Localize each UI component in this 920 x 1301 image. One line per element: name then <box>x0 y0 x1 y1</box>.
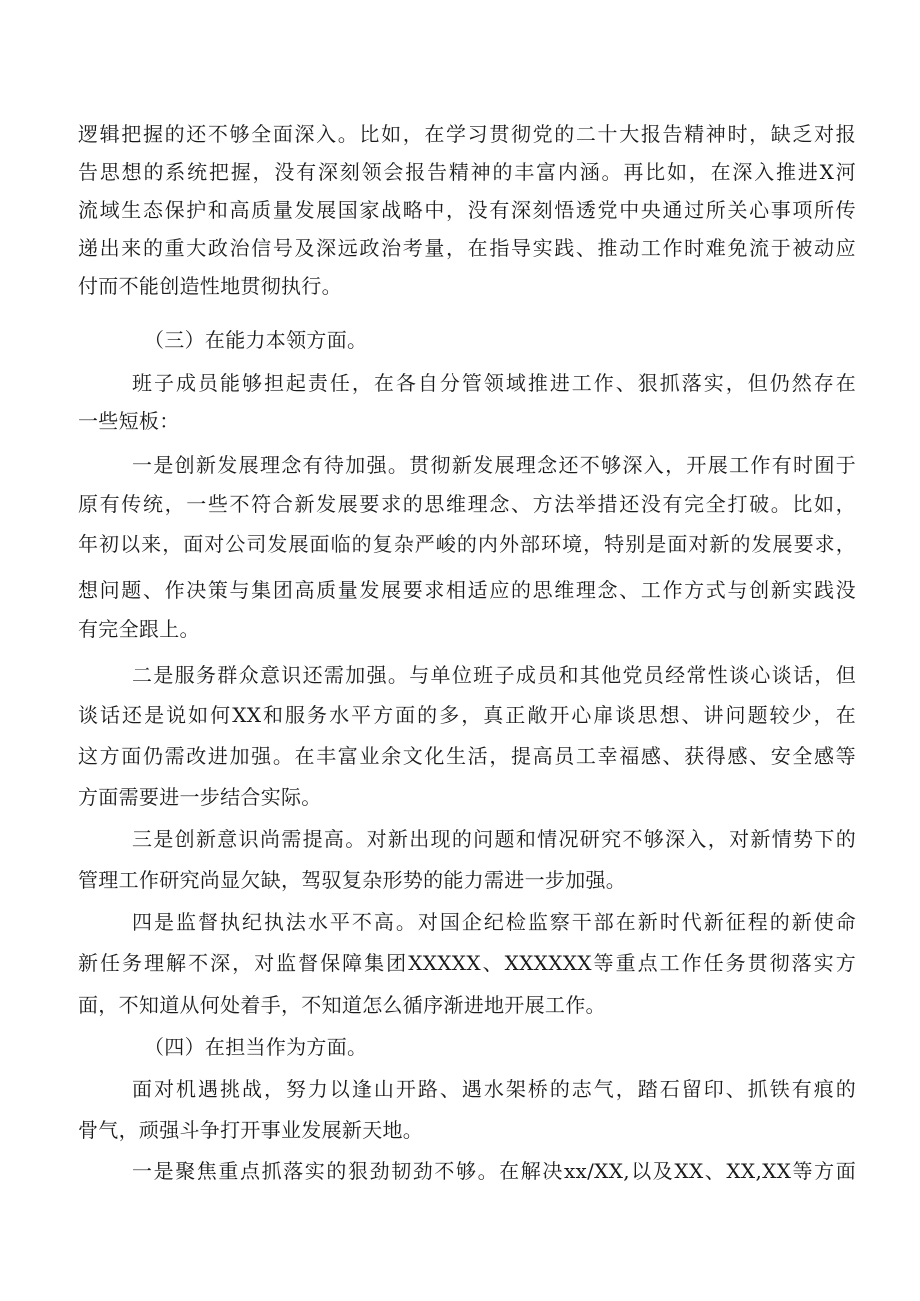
text-line: 面，不知道从何处着手，不知道怎么循序渐进地开展工作。 <box>78 993 606 1017</box>
text-line: 一是创新发展理念有待加强。贯彻新发展理念还不够深入，开展工作有时囿于 <box>132 453 856 477</box>
text-line: 管理工作研究尚显欠缺，驾驭复杂形势的能力需进一步加强。 <box>78 868 627 892</box>
text-line: 四是监督执纪执法水平不高。对国企纪检监察干部在新时代新征程的新使命 <box>132 910 856 934</box>
text-line: 想问题、作决策与集团高质量发展要求相适应的思维理念、工作方式与创新实践没 <box>78 578 856 602</box>
section-heading: （四）在担当作为方面。 <box>144 1035 368 1059</box>
text-line: 二是服务群众意识还需加强。与单位班子成员和其他党员经常性谈心谈话，但 <box>132 663 856 687</box>
text-line: 班子成员能够担起责任，在各自分管领域推进工作、狠抓落实，但仍然存在 <box>132 371 856 395</box>
text-line: 新任务理解不深，对监督保障集团XXXXX、XXXXXX等重点工作任务贯彻落实方 <box>78 951 856 975</box>
text-line: 面对机遇挑战，努力以逢山开路、遇水架桥的志气，踏石留印、抓铁有痕的 <box>132 1077 856 1101</box>
text-line: 递出来的重大政治信号及深远政治考量，在指导实践、推动工作时难免流于被动应 <box>78 236 856 260</box>
text-line: 骨气，顽强斗争打开事业发展新天地。 <box>78 1118 424 1142</box>
text-line: 告思想的系统把握，没有深刻领会报告精神的丰富内涵。再比如，在深入推进X河 <box>78 160 856 184</box>
text-line: 有完全跟上。 <box>78 617 200 641</box>
text-line: 一些短板： <box>78 409 180 433</box>
text-line: 流域生态保护和高质量发展国家战略中，没有深刻悟透党中央通过所关心事项所传 <box>78 198 856 222</box>
text-line: 方面需要进一步结合实际。 <box>78 785 322 809</box>
text-line: 一是聚焦重点抓落实的狠劲韧劲不够。在解决xx/XX,以及XX、XX,XX等方面 <box>132 1159 856 1183</box>
text-line: 付而不能创造性地贯彻执行。 <box>78 274 342 298</box>
text-line: 逻辑把握的还不够全面深入。比如，在学习贯彻党的二十大报告精神时，缺乏对报 <box>78 122 856 146</box>
section-heading: （三）在能力本领方面。 <box>144 328 368 352</box>
text-line: 谈话还是说如何XX和服务水平方面的多，真正敞开心扉谈思想、讲问题较少，在 <box>78 703 856 727</box>
text-line: 原有传统，一些不符合新发展要求的思维理念、方法举措还没有完全打破。比如， <box>78 492 856 516</box>
text-line: 这方面仍需改进加强。在丰富业余文化生活，提高员工幸福感、获得感、安全感等 <box>78 744 856 768</box>
text-line: 三是创新意识尚需提高。对新出现的问题和情况研究不够深入，对新情势下的 <box>132 827 856 851</box>
text-line: 年初以来，面对公司发展面临的复杂严峻的内外部环境，特别是面对新的发展要求， <box>78 532 856 556</box>
